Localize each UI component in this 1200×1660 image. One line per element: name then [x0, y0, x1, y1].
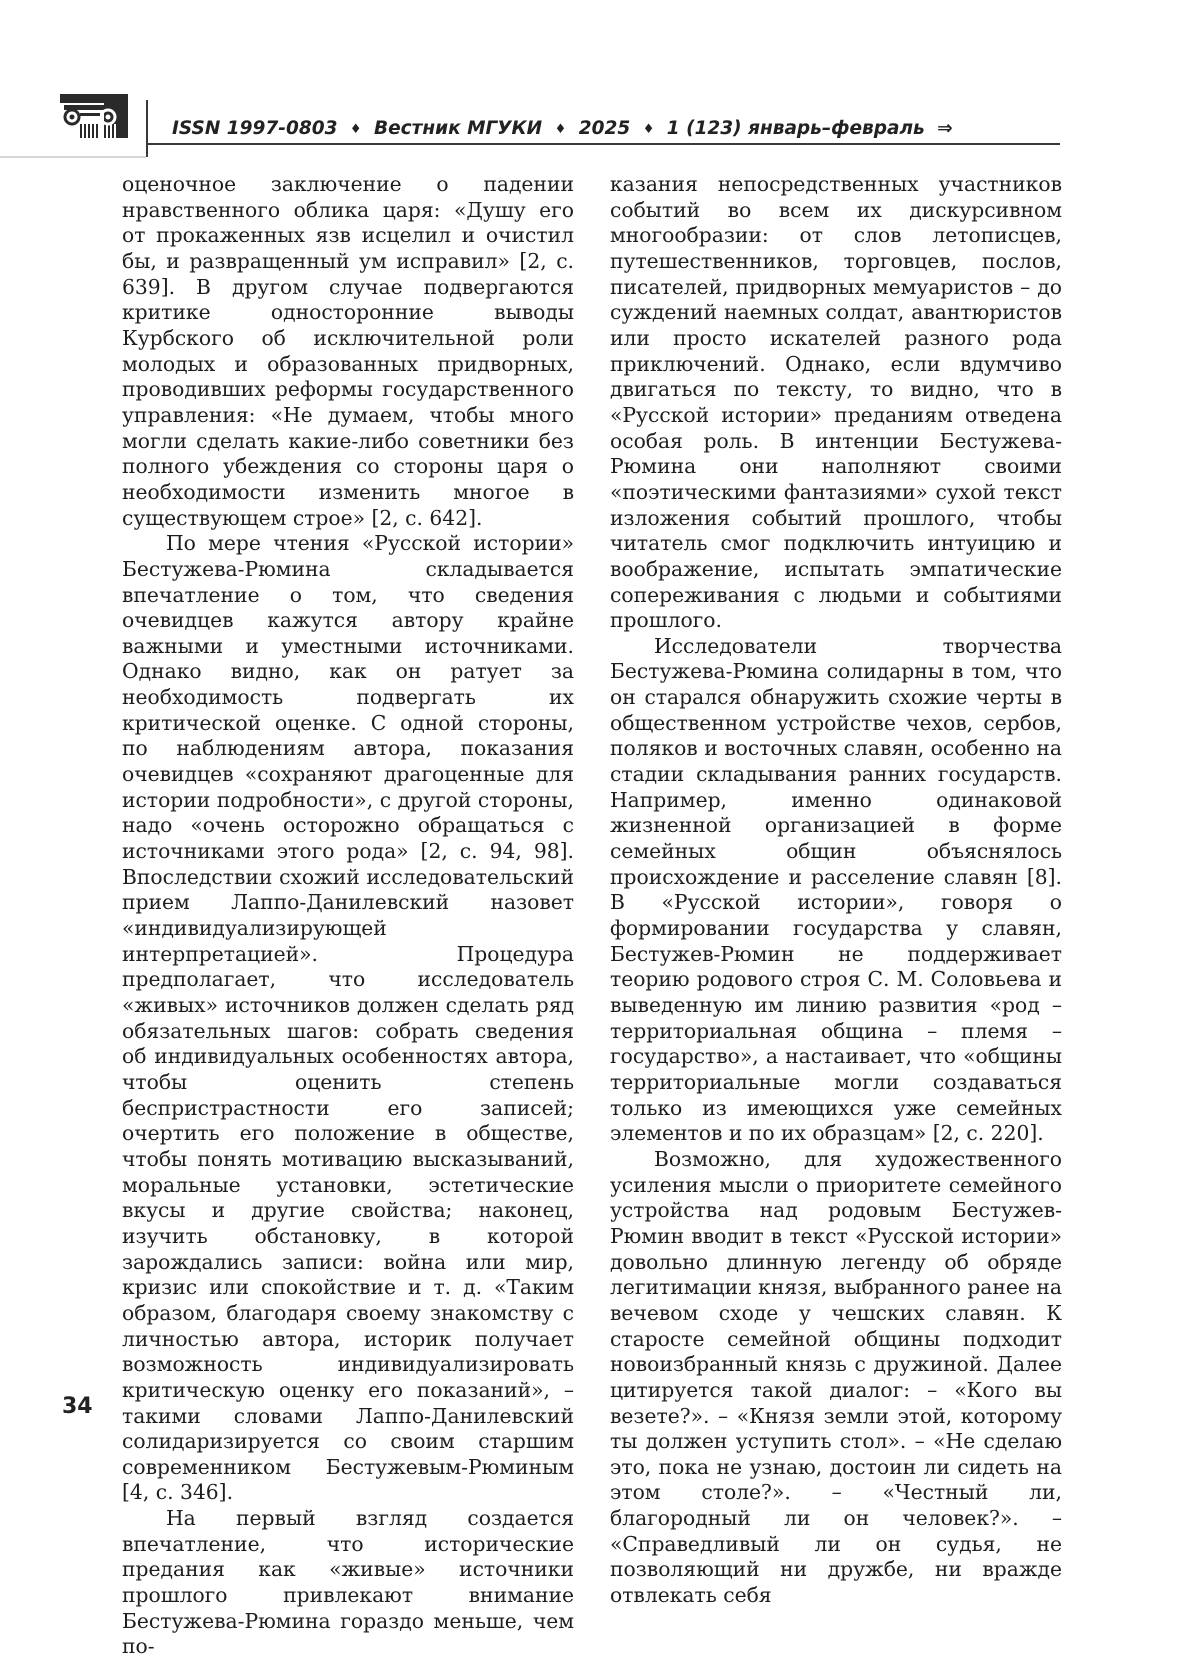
journal-title: Вестник МГУКИ: [374, 118, 543, 139]
separator-diamond-icon: ♦: [349, 122, 362, 137]
issn: ISSN 1997-0803: [172, 118, 338, 139]
right-column: [610, 172, 1062, 1609]
separator-diamond-icon: ♦: [642, 122, 655, 137]
page-header: [0, 0, 1200, 160]
header-vertical-rule: [146, 100, 148, 157]
issue-year: 2025: [578, 118, 631, 139]
header-gray-rule: [0, 156, 146, 158]
ionic-column-capital-icon: [60, 94, 128, 138]
paragraph: оценочное заключение о падении нравственного облика царя: «Душу его от прокаженных язв исцелил и очистил бы, и развращенный ум исправил» [2, с. 639]. В другом случае подвергаются критике односторонние выводы Курбского об исключительной роли молодых и образованных придворных, проводивших реформы государственного управления: «Не думаем, чтобы много могли сделать какие-либо советники без полного убеждения со стороны царя о необходимости изменить многое в существующем строе» [2, с. 642].: [122, 172, 574, 530]
header-rule: [146, 143, 1060, 145]
left-column: [122, 172, 574, 1660]
paragraph: На первый взгляд создается впечатление, что исторические предания как «живые» источники прошлого привлекают внимание Бестужева-Рюмина гораздо меньше, чем по-: [122, 1506, 574, 1659]
paragraph: казания непосредственных участников событий во всем их дискурсивном многообразии: от слов летописцев, путешественников, торговцев, послов, писателей, придворных мемуаристов – до суждений наемных солдат, авантюристов или просто искателей разного рода приключений. Однако, если вдумчиво двигаться по тексту, то видно, что в «Русской истории» преданиям отведена особая роль. В интенции Бестужева-Рюмина они наполняют своими «поэтическими фантазиями» сухой текст изложения событий прошлого, чтобы читатель смог подключить интуицию и воображение, испытать эмпатические сопереживания с людьми и событиями прошлого.: [610, 172, 1062, 633]
separator-diamond-icon: ♦: [554, 122, 567, 137]
paragraph: По мере чтения «Русской истории» Бестужева-Рюмина складывается впечатление о том, что сведения очевидцев кажутся автору крайне важными и уместными источниками. Однако видно, как он ратует за необходимость подвергать их критической оценке. С одной стороны, по наблюдениям автора, показания очевидцев «сохраняют драгоценные для истории подробности», с другой стороны, надо «очень осторожно обращаться с источниками этого рода» [2, с. 94, 98]. Впоследствии схожий исследовательский прием Лаппо-Данилевский назовет «индивидуализирующей интерпретацией». Процедура предполагает, что исследователь «живых» источников должен сделать ряд обязательных шагов: собрать сведения об индивидуальных особенностях автора, чтобы оценить степень беспристрастности его записей; очертить его положение в обществе, чтобы понять мотивацию высказываний, моральные установки, эстетические вкусы и другие свойства; наконец, изучить обстановку, в которой зарождались записи: война или мир, кризис или спокойствие и т. д. «Таким образом, благодаря своему знакомству с личностью автора, историк получает возможность индивидуализировать критическую оценку его показаний», – такими словами Лаппо-Данилевский солидаризируется со своим старшим современником Бестужевым-Рюминым [4, с. 346].: [122, 531, 574, 1505]
page-number: 34: [62, 1394, 93, 1419]
paragraph: Возможно, для художественного усиления мысли о приоритете семейного устройства над родовым Бестужев-Рюмин вводит в текст «Русской истории» довольно длинную легенду об обряде легитимации князя, выбранного ранее на вечевом сходе у чешских славян. К старосте семейной общины подходит новоизбранный князь с дружиной. Далее цитируется такой диалог: – «Кого вы везете?». – «Князя земли этой, которому ты должен уступить стол». – «Не сделаю это, пока не узнаю, достоин ли сидеть на этом столе?». – «Честный ли, благородный ли он человек?». – «Справедливый ли он судья, не позволяющий ни дружбе, ни вражде отвлекать себя: [610, 1146, 1062, 1608]
paragraph: Исследователи творчества Бестужева-Рюмина солидарны в том, что он старался обнаружить схожие черты в общественном устройстве чехов, сербов, поляков и восточных славян, особенно на стадии складывания ранних государств. Например, именно одинаковой жизненной организацией в форме семейных общин объяснялось происхождение и расселение славян [8]. В «Русской истории», говоря о формировании государства у славян, Бестужев-Рюмин не поддерживает теорию родового строя С. М. Соловьева и выведенную им линию развития «род – территориальная община – племя – государство», а настаивает, что «общины территориальные могли создаваться только из имеющихся уже семейных элементов и по их образцам» [2, с. 220].: [610, 633, 1062, 1146]
right-arrow-icon: ⇒: [937, 118, 953, 139]
running-header: [172, 118, 953, 139]
issue-number: 1 (123) январь–февраль: [666, 118, 925, 139]
